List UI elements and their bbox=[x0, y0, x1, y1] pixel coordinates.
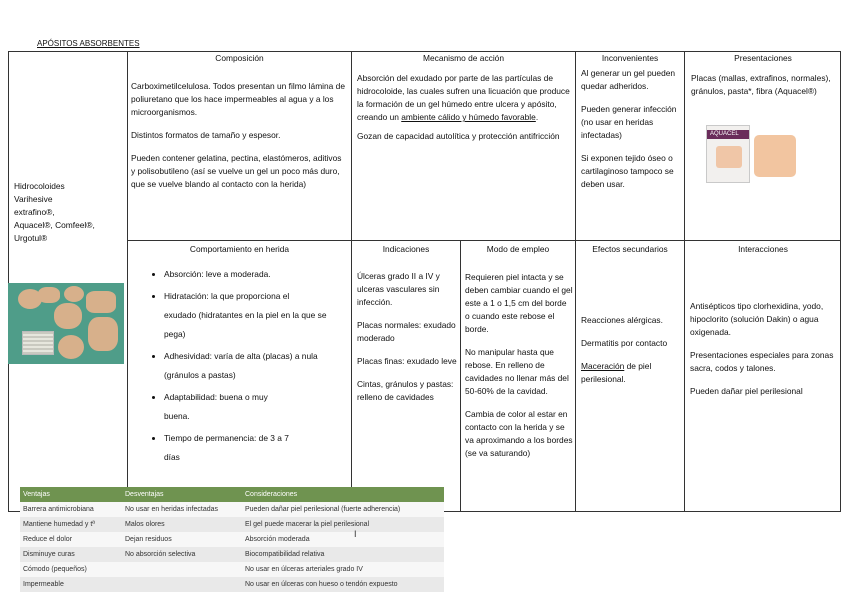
header-efectos: Efectos secundarios bbox=[592, 244, 668, 254]
cell-indicaciones: Úlceras grado II a IV y ulceras vasculares sin infección. Placas normales: exudado moderado Placas finas: exudado leve Cintas, gránulos y pastas: relleno de cavidades bbox=[357, 271, 457, 403]
list-item: • Absorción: leve a moderada. bbox=[164, 265, 346, 284]
list-item: • Hidratación: la que proporciona el exudado (hidratantes en la piel en la que se pega) bbox=[164, 287, 346, 344]
col-divider bbox=[460, 240, 461, 512]
header-comportamiento: Comportamiento en herida bbox=[189, 244, 290, 254]
col-divider bbox=[351, 51, 352, 512]
col-divider bbox=[684, 51, 685, 512]
col-header-desventajas: Desventajas bbox=[122, 487, 242, 502]
header-inconvenientes: Inconvenientes bbox=[601, 53, 659, 63]
table-row: Disminuye curas No absorción selectiva Biocompatibilidad relativa bbox=[20, 547, 444, 562]
header-modo: Modo de empleo bbox=[486, 244, 550, 254]
aquacel-product-image: AQUACEL bbox=[706, 123, 798, 185]
cell-modo-empleo: Requieren piel intacta y se deben cambiar cuando el gel este a 1 o 1,5 cm del borde o cuando este rebose el borde. No manipular hasta que rebose. En relleno de cavidades no llenar más del 50-60% de la cavidad. Cambia de color al estar en contacto con la herida y se va aproximando a los bordes (se va saturando) bbox=[465, 272, 573, 459]
comportamiento-list bbox=[150, 265, 346, 467]
cell-inconvenientes: Al generar un gel pueden quedar adheridos. Pueden generar infección (no usar en heridas infectadas) Si exponen tejido óseo o cartilaginoso tampoco se deben usar. bbox=[581, 68, 677, 190]
table-row: Mantiene humedad y tª Malos olores El gel puede macerar la piel perilesional bbox=[20, 517, 444, 532]
table-row: Reduce el dolor Dejan residuos Absorción moderada bbox=[20, 532, 444, 547]
list-item: • Adaptabilidad: buena o muy buena. bbox=[164, 388, 346, 426]
cell-composicion: Carboximetilcelulosa. Todos presentan un filmo lámina de poliuretano que los hace impermeables al agua y a los microorganismos. Distintos formatos de tamaño y espesor. Pueden contener gelatina, pectina, elastómeros, aditivos y polisobutileno (así se vuelve un gel un poco más duro, que se vuelve blando al contacto con la herida) bbox=[131, 81, 345, 190]
cell-presentaciones: Placas (mallas, extrafinos, normales), gránulos, pasta*, fibra (Aquacel®) bbox=[691, 73, 831, 97]
header-composicion: Composición bbox=[215, 53, 264, 63]
col-header-consideraciones: Consideraciones bbox=[242, 487, 444, 502]
cell-mecanismo: Absorción del exudado por parte de las partículas de hidrocoloide, las cuales sufren una licuación que produce la formación de un gel húmedo entre ulcera y apósito, creando un ambiente cálido y húmedo favorable. Gozan de capacidad autolítica y protección antifricción bbox=[357, 73, 570, 142]
list-item: • Tiempo de permanencia: de 3 a 7 días bbox=[164, 429, 346, 467]
row-divider bbox=[127, 240, 841, 241]
table-header-row bbox=[20, 487, 444, 502]
table-row: Impermeable No usar en úlceras con hueso o tendón expuesto bbox=[20, 577, 444, 592]
table-row: Cómodo (pequeños) No usar en úlceras arteriales grado IV bbox=[20, 562, 444, 577]
hydrocolloid-photo bbox=[8, 283, 124, 364]
col-divider bbox=[127, 51, 128, 512]
cell-comportamiento bbox=[150, 265, 346, 470]
comparison-table bbox=[20, 487, 444, 592]
document-title: APÓSITOS ABSORBENTES bbox=[37, 39, 140, 48]
cell-interacciones: Antisépticos tipo clorhexidina, yodo, hipoclorito (solución Dakin) o agua oxigenada. Presentaciones especiales para zonas sacra, codos y talones. Pueden dañar piel perilesional bbox=[690, 301, 834, 397]
header-mecanismo: Mecanismo de acción bbox=[423, 53, 504, 63]
header-presentaciones: Presentaciones bbox=[734, 53, 792, 63]
header-indicaciones: Indicaciones bbox=[382, 244, 430, 254]
col-divider bbox=[575, 51, 576, 512]
text-cursor-icon: I bbox=[354, 529, 357, 539]
table-row: Barrera antimicrobiana No usar en heridas infectadas Pueden dañar piel perilesional (fuerte adherencia) bbox=[20, 502, 444, 517]
dressing-name: Hidrocoloides Varihesive extrafino®, Aquacel®, Comfeel®, Urgotul® bbox=[14, 181, 95, 244]
list-item: • Adhesividad: varía de alta (placas) a nula (gránulos a pastas) bbox=[164, 347, 346, 385]
cell-efectos: Reacciones alérgicas. Dermatitis por contacto Maceración de piel perilesional. bbox=[581, 315, 668, 385]
header-interacciones: Interacciones bbox=[738, 244, 788, 254]
col-header-ventajas: Ventajas bbox=[20, 487, 122, 502]
